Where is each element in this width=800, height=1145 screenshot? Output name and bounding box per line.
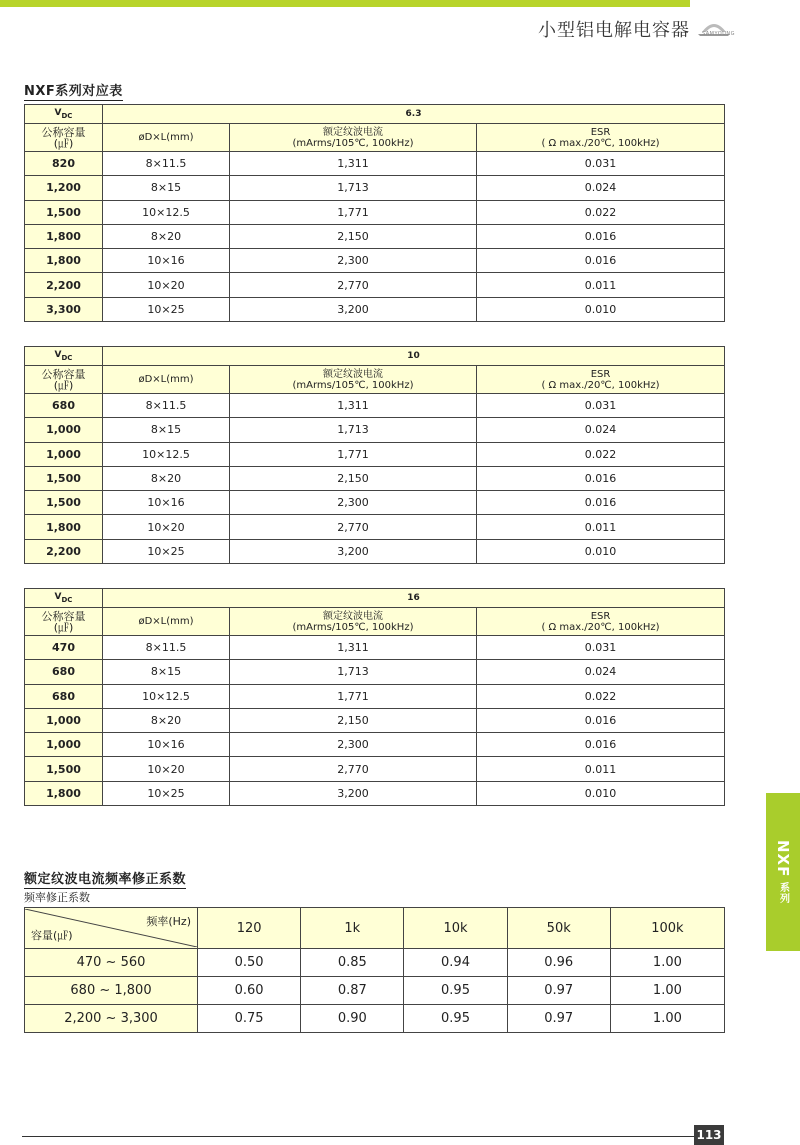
page-number: 113 [694, 1125, 724, 1145]
esr-cell: 0.016 [477, 733, 725, 757]
ripple-cell: 3,200 [230, 539, 477, 563]
table-row [25, 273, 725, 297]
dimension-header: øD×L(mm) [103, 124, 230, 152]
table-row [25, 224, 725, 248]
capacity-axis-label: 容量(㎌) [31, 929, 73, 942]
esr-cell: 0.016 [477, 708, 725, 732]
ripple-cell: 2,300 [230, 491, 477, 515]
table-row [25, 176, 725, 200]
esr-cell: 0.024 [477, 660, 725, 684]
ripple-cell: 2,150 [230, 708, 477, 732]
dimension-header: øD×L(mm) [103, 608, 230, 636]
dimension-cell: 10×25 [103, 297, 230, 321]
page-title: 小型铝电解电容器 [538, 20, 690, 41]
dimension-cell: 8×15 [103, 660, 230, 684]
ripple-cell: 2,300 [230, 733, 477, 757]
table-row [25, 418, 725, 442]
dimension-cell: 10×12.5 [103, 200, 230, 224]
dimension-cell: 8×11.5 [103, 636, 230, 660]
esr-cell: 0.011 [477, 273, 725, 297]
table-row [25, 297, 725, 321]
coefficient-cell: 0.96 [507, 949, 610, 977]
dimension-cell: 10×25 [103, 781, 230, 805]
table-row [25, 394, 725, 418]
capacitance-cell: 3,300 [25, 297, 103, 321]
capacitance-cell: 1,000 [25, 708, 103, 732]
ripple-cell: 2,150 [230, 224, 477, 248]
logo-text: SAMYOUNG [702, 31, 735, 37]
capacitance-cell: 680 [25, 684, 103, 708]
dimension-cell: 10×12.5 [103, 442, 230, 466]
coefficient-cell: 0.94 [404, 949, 507, 977]
esr-cell: 0.022 [477, 442, 725, 466]
esr-cell: 0.011 [477, 515, 725, 539]
ripple-cell: 3,200 [230, 297, 477, 321]
dimension-cell: 8×11.5 [103, 394, 230, 418]
freq-row [25, 977, 725, 1005]
capacitance-cell: 1,800 [25, 224, 103, 248]
ripple-cell: 1,771 [230, 442, 477, 466]
dimension-cell: 8×20 [103, 708, 230, 732]
table-row [25, 152, 725, 176]
esr-cell: 0.031 [477, 152, 725, 176]
frequency-subtitle: 频率修正系数 [24, 891, 90, 904]
capacitance-cell: 470 [25, 636, 103, 660]
coefficient-cell: 0.87 [301, 977, 404, 1005]
dimension-cell: 8×11.5 [103, 152, 230, 176]
table-row [25, 660, 725, 684]
dimension-cell: 8×20 [103, 224, 230, 248]
section-title-frequency: 额定纹波电流频率修正系数 [24, 868, 186, 889]
voltage-value: 6.3 [103, 105, 725, 124]
top-accent-bar [0, 0, 690, 7]
coefficient-cell: 0.95 [404, 1005, 507, 1033]
capacity-range: 680 ~ 1,800 [25, 977, 198, 1005]
table-row [25, 515, 725, 539]
dimension-cell: 10×25 [103, 539, 230, 563]
capacitance-cell: 680 [25, 394, 103, 418]
capacitance-cell: 1,500 [25, 491, 103, 515]
esr-cell: 0.016 [477, 466, 725, 490]
freq-header: 120 [198, 908, 301, 949]
vdc-label: $V_{DC}$ [25, 589, 103, 608]
ripple-cell: 1,713 [230, 660, 477, 684]
capacitance-cell: 1,500 [25, 466, 103, 490]
capacitance-cell: 1,200 [25, 176, 103, 200]
dimension-cell: 10×12.5 [103, 684, 230, 708]
table-row [25, 684, 725, 708]
table-row [25, 757, 725, 781]
coefficient-cell: 0.60 [198, 977, 301, 1005]
coefficient-cell: 1.00 [610, 977, 724, 1005]
freq-header: 1k [301, 908, 404, 949]
ripple-cell: 2,300 [230, 249, 477, 273]
capacitance-cell: 1,800 [25, 515, 103, 539]
freq-header: 50k [507, 908, 610, 949]
esr-header: ESR ( Ω max./20℃, 100kHz) [477, 366, 725, 394]
vdc-label: $V_{DC}$ [25, 347, 103, 366]
esr-cell: 0.010 [477, 781, 725, 805]
esr-cell: 0.016 [477, 224, 725, 248]
table-row [25, 442, 725, 466]
table-row [25, 200, 725, 224]
ripple-header: 额定纹波电流 (mArms/105℃, 100kHz) [230, 366, 477, 394]
spec-table-0 [24, 104, 725, 322]
coefficient-cell: 0.97 [507, 977, 610, 1005]
esr-header: ESR ( Ω max./20℃, 100kHz) [477, 608, 725, 636]
frequency-correction-table [24, 907, 725, 1033]
esr-cell: 0.024 [477, 418, 725, 442]
capacitance-cell: 1,500 [25, 757, 103, 781]
table-row [25, 249, 725, 273]
ripple-cell: 3,200 [230, 781, 477, 805]
capacitance-cell: 1,000 [25, 442, 103, 466]
table-row [25, 733, 725, 757]
ripple-cell: 1,311 [230, 394, 477, 418]
esr-cell: 0.011 [477, 757, 725, 781]
dimension-cell: 10×16 [103, 491, 230, 515]
table-row [25, 708, 725, 732]
freq-header: 100k [610, 908, 724, 949]
table-row [25, 491, 725, 515]
ripple-cell: 2,150 [230, 466, 477, 490]
ripple-cell: 2,770 [230, 757, 477, 781]
dimension-cell: 10×16 [103, 733, 230, 757]
coefficient-cell: 0.90 [301, 1005, 404, 1033]
esr-cell: 0.031 [477, 394, 725, 418]
dimension-cell: 8×15 [103, 176, 230, 200]
series-side-tab-label [766, 793, 800, 951]
coefficient-cell: 0.85 [301, 949, 404, 977]
coefficient-cell: 1.00 [610, 1005, 724, 1033]
section-title-series-table: NXF系列对应表 [24, 80, 123, 101]
esr-header: ESR ( Ω max./20℃, 100kHz) [477, 124, 725, 152]
esr-cell: 0.031 [477, 636, 725, 660]
voltage-value: 10 [103, 347, 725, 366]
table-row [25, 781, 725, 805]
coefficient-cell: 0.75 [198, 1005, 301, 1033]
dimension-cell: 10×16 [103, 249, 230, 273]
series-name: NXF [774, 840, 792, 878]
dimension-cell: 10×20 [103, 757, 230, 781]
esr-cell: 0.016 [477, 249, 725, 273]
dimension-cell: 8×15 [103, 418, 230, 442]
capacity-header: 公称容量 (㎌) [25, 366, 103, 394]
capacity-range: 2,200 ~ 3,300 [25, 1005, 198, 1033]
coefficient-cell: 0.50 [198, 949, 301, 977]
table-row [25, 466, 725, 490]
capacitance-cell: 1,800 [25, 781, 103, 805]
dimension-cell: 10×20 [103, 515, 230, 539]
footer-rule [22, 1136, 694, 1137]
spec-table-1 [24, 346, 725, 564]
ripple-cell: 1,311 [230, 636, 477, 660]
spec-table-2 [24, 588, 725, 806]
capacity-header: 公称容量 (㎌) [25, 608, 103, 636]
freq-row [25, 1005, 725, 1033]
series-label: 系列 [777, 881, 789, 904]
ripple-header: 额定纹波电流 (mArms/105℃, 100kHz) [230, 124, 477, 152]
coefficient-cell: 0.97 [507, 1005, 610, 1033]
capacitance-cell: 1,000 [25, 733, 103, 757]
ripple-cell: 1,713 [230, 176, 477, 200]
capacitance-cell: 680 [25, 660, 103, 684]
dimension-cell: 10×20 [103, 273, 230, 297]
esr-cell: 0.022 [477, 200, 725, 224]
esr-cell: 0.010 [477, 539, 725, 563]
ripple-cell: 1,713 [230, 418, 477, 442]
capacitance-cell: 2,200 [25, 539, 103, 563]
capacitance-cell: 820 [25, 152, 103, 176]
capacitance-cell: 1,500 [25, 200, 103, 224]
corner-header-cell [25, 908, 198, 949]
frequency-axis-label: 频率(Hz) [146, 915, 191, 928]
esr-cell: 0.022 [477, 684, 725, 708]
ripple-header: 额定纹波电流 (mArms/105℃, 100kHz) [230, 608, 477, 636]
voltage-value: 16 [103, 589, 725, 608]
coefficient-cell: 1.00 [610, 949, 724, 977]
capacity-header: 公称容量 (㎌) [25, 124, 103, 152]
capacitance-cell: 1,800 [25, 249, 103, 273]
table-row [25, 636, 725, 660]
dimension-header: øD×L(mm) [103, 366, 230, 394]
ripple-cell: 2,770 [230, 515, 477, 539]
freq-row [25, 949, 725, 977]
ripple-cell: 1,771 [230, 200, 477, 224]
ripple-cell: 2,770 [230, 273, 477, 297]
coefficient-cell: 0.95 [404, 977, 507, 1005]
esr-cell: 0.024 [477, 176, 725, 200]
capacity-range: 470 ~ 560 [25, 949, 198, 977]
esr-cell: 0.016 [477, 491, 725, 515]
capacitance-cell: 2,200 [25, 273, 103, 297]
freq-header: 10k [404, 908, 507, 949]
table-row [25, 539, 725, 563]
esr-cell: 0.010 [477, 297, 725, 321]
capacitance-cell: 1,000 [25, 418, 103, 442]
ripple-cell: 1,771 [230, 684, 477, 708]
ripple-cell: 1,311 [230, 152, 477, 176]
vdc-label: $V_{DC}$ [25, 105, 103, 124]
dimension-cell: 8×20 [103, 466, 230, 490]
